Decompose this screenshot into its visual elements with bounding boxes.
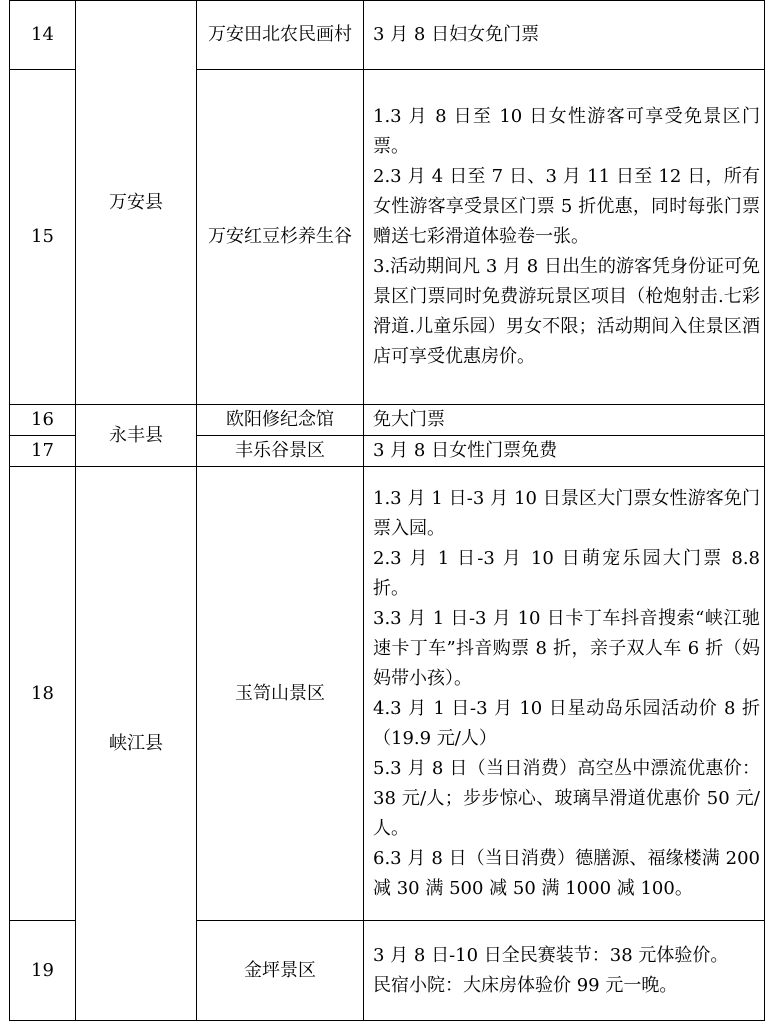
offer-description: 1.3 月 8 日至 10 日女性游客可享受免景区门票。 2.3 月 4 日至 7 日、3 月 11 日至 12 日，所有女性游客享受景区门票 5 折优惠，同时每张门票赠送七彩滑道体验卷一张。 3.活动期间凡 3 月 8 日出生的游客凭身份证可免景区门票同时免费游玩景区项目（枪炮射击.七彩滑道.儿童乐园）男女不限；活动期间入住景区酒店可享受优惠房价。 [364,70,765,405]
offer-description: 免大门票 [364,405,765,436]
offer-description: 3 月 8 日女性门票免费 [364,436,765,467]
table-row [10,467,765,921]
row-number: 19 [10,921,76,1021]
county-cell: 峡江县 [76,467,197,1021]
row-number: 18 [10,467,76,921]
table-row [10,405,765,436]
county-cell: 万安县 [76,1,197,405]
scenic-spot-name: 丰乐谷景区 [197,436,364,467]
row-number: 14 [10,1,76,70]
activity-table [9,0,765,1021]
scenic-spot-name: 万安红豆杉养生谷 [197,70,364,405]
scenic-spot-name: 欧阳修纪念馆 [197,405,364,436]
offer-description: 3 月 8 日妇女免门票 [364,1,765,70]
offer-description: 3 月 8 日-10 日全民赛装节：38 元体验价。 民宿小院：大床房体验价 99 元一晚。 [364,921,765,1021]
row-number: 17 [10,436,76,467]
row-number: 16 [10,405,76,436]
scenic-spot-name: 金坪景区 [197,921,364,1021]
offer-description: 1.3 月 1 日-3 月 10 日景区大门票女性游客免门票入园。 2.3 月 1 日-3 月 10 日萌宠乐园大门票 8.8 折。 3.3 月 1 日-3 月 10 日卡丁车抖音搜索“峡江驰速卡丁车”抖音购票 8 折，亲子双人车 6 折（妈妈带小孩）。 4.3 月 1 日-3 月 10 日星动岛乐园活动价 8 折（19.9 元/人） 5.3 月 8 日（当日消费）高空丛中漂流优惠价：38 元/人；步步惊心、玻璃旱滑道优惠价 50 元/人。 6.3 月 8 日（当日消费）德膳源、福缘楼满 200 减 30 满 500 减 50 满 1000 减 100。 [364,467,765,921]
scenic-spot-name: 万安田北农民画村 [197,1,364,70]
scenic-spot-name: 玉笥山景区 [197,467,364,921]
county-cell: 永丰县 [76,405,197,467]
table-row [10,1,765,70]
row-number: 15 [10,70,76,405]
